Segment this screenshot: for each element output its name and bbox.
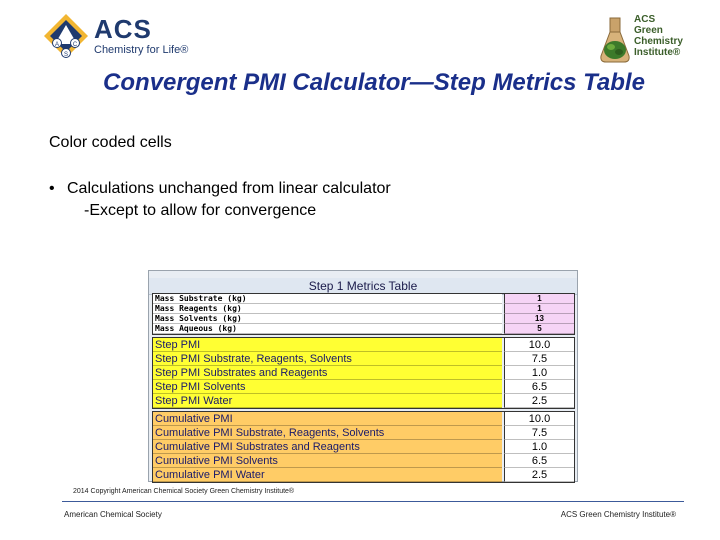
- row-value: 1.0: [504, 366, 574, 380]
- row-value: 1.0: [504, 440, 574, 454]
- table-row: [153, 314, 574, 324]
- subtitle: Color coded cells: [49, 134, 172, 151]
- seal-letter-c: C: [72, 42, 78, 48]
- row-label: Cumulative PMI Solvents: [153, 454, 502, 468]
- table-row: [153, 352, 574, 366]
- gci-line-acs: ACS: [634, 14, 656, 25]
- footer-right-text: ACS Green Chemistry Institute®: [560, 510, 676, 519]
- bullet-text: Calculations unchanged from linear calculator: [67, 180, 391, 197]
- row-value: 10.0: [504, 338, 574, 352]
- table-row: [153, 366, 574, 380]
- row-label: Step PMI Solvents: [153, 380, 502, 394]
- table-row: [153, 324, 574, 334]
- row-label: Step PMI Substrates and Reagents: [153, 366, 502, 380]
- flask-icon: [598, 16, 632, 64]
- row-label: Cumulative PMI Water: [153, 468, 502, 482]
- footer-left-text: American Chemical Society: [64, 510, 162, 519]
- row-value: 13: [504, 314, 574, 324]
- gci-logo: [598, 12, 690, 64]
- row-label: Step PMI: [153, 338, 502, 352]
- row-label: Mass Substrate (kg): [153, 294, 502, 304]
- row-value: 1: [504, 294, 574, 304]
- table-row: [153, 454, 574, 468]
- row-label: Cumulative PMI: [153, 412, 502, 426]
- copyright-notice: 2014 Copyright American Chemical Society Green Chemistry Institute®: [73, 488, 295, 495]
- footer-divider: [62, 501, 684, 502]
- bullet-dot-icon: •: [49, 180, 55, 197]
- acs-logo: [42, 12, 192, 68]
- seal-letter-a: A: [54, 42, 60, 48]
- acs-tagline: Chemistry for Life®: [94, 44, 189, 56]
- metrics-table: [148, 270, 578, 482]
- seal-letter-s: S: [63, 52, 69, 58]
- page-title-text: Convergent PMI Calculator—Step Metrics Table: [103, 69, 645, 96]
- gci-line-chemistry: Chemistry: [634, 36, 683, 47]
- row-value: 1: [504, 304, 574, 314]
- gci-wordmark: [634, 14, 683, 58]
- row-value: 7.5: [504, 352, 574, 366]
- row-value: 2.5: [504, 468, 574, 482]
- gci-line-institute: Institute®: [634, 47, 681, 58]
- table-row: [153, 468, 574, 482]
- row-label: Step PMI Substrate, Reagents, Solvents: [153, 352, 502, 366]
- mass-section: [152, 293, 575, 335]
- gci-line-green: Green: [634, 25, 663, 36]
- row-label: Cumulative PMI Substrates and Reagents: [153, 440, 502, 454]
- acs-wordmark: ACS: [94, 14, 152, 44]
- cumulative-section: [152, 411, 575, 483]
- row-value: 6.5: [504, 380, 574, 394]
- step-section: [152, 337, 575, 409]
- row-label: Cumulative PMI Substrate, Reagents, Solvents: [153, 426, 502, 440]
- row-value: 10.0: [504, 412, 574, 426]
- table-row: [153, 304, 574, 314]
- table-row: [153, 412, 574, 426]
- table-row: [153, 294, 574, 304]
- metrics-table-title: Step 1 Metrics Table: [149, 278, 577, 295]
- table-row: [153, 394, 574, 408]
- table-row: [153, 440, 574, 454]
- bullet-item: [49, 180, 391, 198]
- row-value: 2.5: [504, 394, 574, 408]
- row-value: 7.5: [504, 426, 574, 440]
- row-value: 5: [504, 324, 574, 334]
- table-row: [153, 426, 574, 440]
- row-label: Mass Aqueous (kg): [153, 324, 502, 334]
- table-row: [153, 338, 574, 352]
- acs-seal-icon: [42, 12, 90, 64]
- table-row: [153, 380, 574, 394]
- row-label: Mass Solvents (kg): [153, 314, 502, 324]
- row-label: Mass Reagents (kg): [153, 304, 502, 314]
- page-title: [0, 69, 720, 97]
- sub-bullet-text: -Except to allow for convergence: [84, 202, 317, 219]
- row-label: Step PMI Water: [153, 394, 502, 408]
- row-value: 6.5: [504, 454, 574, 468]
